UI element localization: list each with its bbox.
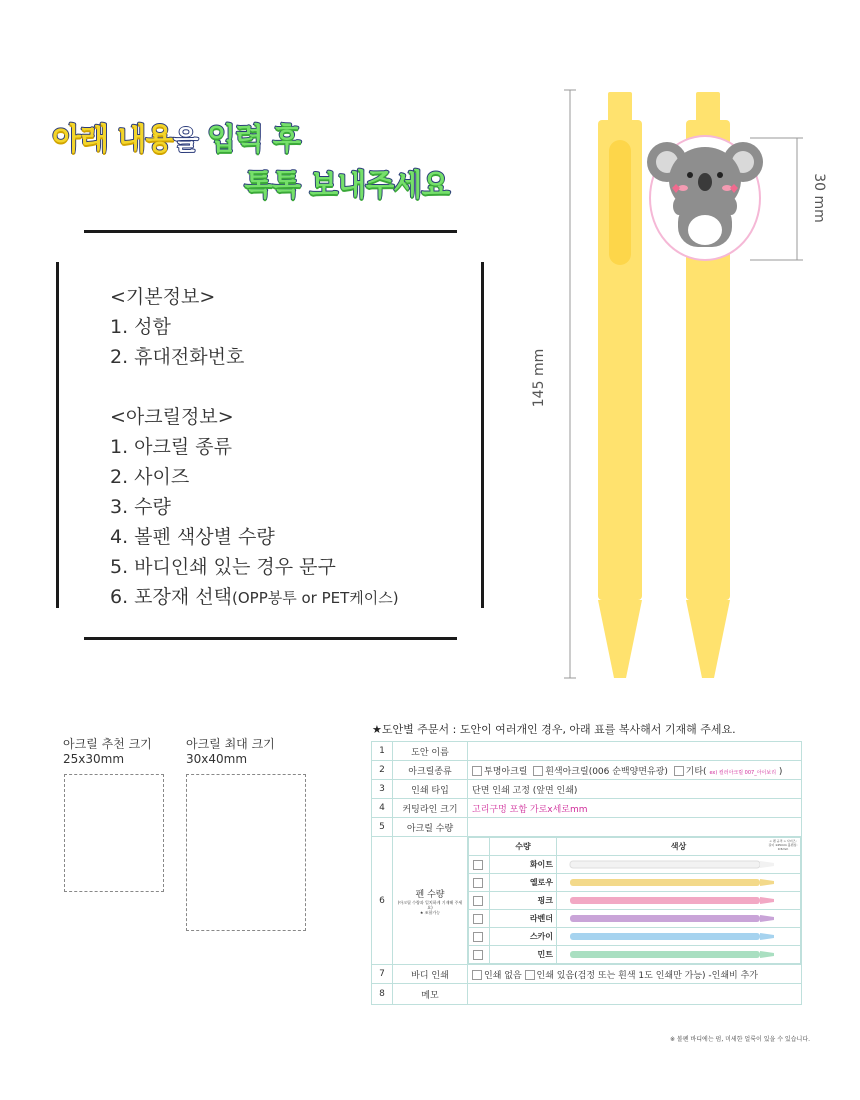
row-label: 도안 이름 — [393, 742, 468, 761]
checkbox[interactable] — [473, 860, 483, 870]
pen-spec-note: < 펜 규격 > 사이즈: 길이 145mm 볼펜심: 0.5mm — [768, 839, 798, 851]
checkbox[interactable] — [525, 970, 535, 980]
pen-color-name: 핑크 — [490, 892, 557, 910]
title-particle: 을 — [173, 126, 198, 156]
acrylic-item-6-main: 6. 포장재 선택 — [110, 586, 232, 608]
pen-swatch-white — [560, 858, 780, 870]
pen-row-lavender — [469, 910, 801, 928]
pen-color-name: 화이트 — [490, 856, 557, 874]
title-line-1 — [52, 114, 300, 158]
row-number: 3 — [372, 780, 393, 799]
form-row-6 — [372, 837, 802, 965]
acrylic-item-6 — [110, 582, 399, 613]
pen-qty-note2: ★ 조합가능 — [419, 909, 441, 915]
body-print-options — [468, 965, 802, 984]
checkbox[interactable] — [473, 878, 483, 888]
basic-info-header: <기본정보> — [110, 286, 216, 308]
pen-swatch-pink — [560, 894, 780, 906]
pen-swatch-sky — [560, 930, 780, 942]
color-header-label: 색상 — [670, 842, 687, 851]
pen-illustration — [540, 80, 840, 690]
bracket-right — [481, 262, 484, 608]
row-number: 6 — [372, 837, 393, 965]
form-row-5 — [372, 818, 802, 837]
checkbox[interactable] — [473, 932, 483, 942]
checkbox[interactable] — [473, 950, 483, 960]
recommended-size-box — [64, 774, 164, 892]
title-line-2: 톡톡 보내주세요 — [244, 168, 450, 203]
acrylic-item-2: 2. 사이즈 — [110, 466, 190, 488]
acrylic-type-options — [468, 761, 802, 780]
koala-acrylic — [647, 136, 763, 260]
basic-item-1: 1. 성함 — [110, 316, 171, 338]
option-label: 인쇄 없음 — [484, 970, 522, 981]
row-label: 아크릴 수량 — [393, 818, 468, 837]
pen-qty-note: (아크릴 수량과 일치하게 기재해 주세요) — [397, 899, 463, 910]
row-number: 8 — [372, 984, 393, 1005]
option-label: 투명아크릴 — [484, 766, 528, 777]
design-name-field[interactable] — [468, 742, 802, 761]
acrylic-item-6-sub: (OPP봉투 or PET케이스) — [231, 589, 399, 607]
row-number: 1 — [372, 742, 393, 761]
checkbox[interactable] — [473, 896, 483, 906]
pen-color-table — [468, 837, 801, 964]
order-form-title: ★도안별 주문서 : 도안이 여러개인 경우, 아래 표를 복사해서 기재해 주세요. — [372, 723, 736, 736]
checkbox[interactable] — [533, 766, 543, 776]
max-size-value: 30x40mm — [186, 752, 248, 766]
pen-qty-cell — [468, 837, 802, 965]
pen-swatch-cell — [557, 892, 801, 910]
pen-length-label: 145 mm — [531, 348, 548, 408]
acrylic-item-4: 4. 볼펜 색상별 수량 — [110, 526, 275, 548]
color-header — [557, 838, 801, 856]
pen-swatch-cell — [557, 874, 801, 892]
checkbox[interactable] — [473, 914, 483, 924]
pen-qty-label: 펜 수량 — [415, 889, 445, 900]
row-label: 메모 — [393, 984, 468, 1005]
recommended-size-label: 아크릴 추천 크기 — [63, 737, 152, 751]
basic-item-2: 2. 휴대전화번호 — [110, 346, 245, 368]
acrylic-qty-field[interactable] — [468, 818, 802, 837]
print-type-value: 단면 인쇄 고정 (앞면 인쇄) — [468, 780, 802, 799]
divider-top — [84, 230, 457, 233]
memo-field[interactable] — [468, 984, 802, 1005]
pen-swatch-cell — [557, 946, 801, 964]
pen-swatch-mint — [560, 948, 780, 960]
acrylic-item-3: 3. 수량 — [110, 496, 171, 518]
form-row-4 — [372, 799, 802, 818]
qty-header: 수량 — [490, 838, 557, 856]
pen-swatch-cell — [557, 856, 801, 874]
row-number: 5 — [372, 818, 393, 837]
form-row-8 — [372, 984, 802, 1005]
acrylic-item-1: 1. 아크릴 종류 — [110, 436, 232, 458]
divider-bottom — [84, 637, 457, 640]
row-label-pen — [393, 837, 468, 965]
pen-color-name: 민트 — [490, 946, 557, 964]
form-row-2 — [372, 761, 802, 780]
row-number: 2 — [372, 761, 393, 780]
title-highlight-yellow: 아래 내용 — [52, 122, 174, 157]
pen-row-white — [469, 856, 801, 874]
pen-color-name: 라벤더 — [490, 910, 557, 928]
pen-row-sky — [469, 928, 801, 946]
row-label: 아크릴종류 — [393, 761, 468, 780]
max-size — [186, 737, 275, 767]
pen-color-name: 스카이 — [490, 928, 557, 946]
pen-row-pink — [469, 892, 801, 910]
row-label: 인쇄 타입 — [393, 780, 468, 799]
row-number: 7 — [372, 965, 393, 984]
cutting-size-field[interactable]: 고리구멍 포함 가로x세로mm — [468, 799, 802, 818]
max-size-label: 아크릴 최대 크기 — [186, 737, 275, 751]
checkbox[interactable] — [472, 766, 482, 776]
recommended-size-value: 25x30mm — [63, 752, 125, 766]
acrylic-height-label: 30 mm — [810, 173, 827, 223]
other-example: ex) 컬러아크릴 007_아이보리 — [709, 769, 777, 776]
max-size-box — [186, 774, 306, 931]
form-row-7 — [372, 965, 802, 984]
pen-row-yellow — [469, 874, 801, 892]
pen-swatch-lavender — [560, 912, 780, 924]
checkbox[interactable] — [472, 970, 482, 980]
option-label: 인쇄 있음(검정 또는 흰색 1도 인쇄만 가능) -인쇄비 추가 — [536, 970, 758, 981]
footnote: ※ 볼펜 바디에는 펌, 미세한 얼룩이 있을 수 있습니다. — [670, 1036, 811, 1043]
form-row-1 — [372, 742, 802, 761]
row-label: 커팅라인 크기 — [393, 799, 468, 818]
pen-left — [598, 92, 642, 678]
option-close: ) — [778, 766, 783, 777]
row-label: 바디 인쇄 — [393, 965, 468, 984]
pen-swatch-yellow — [560, 876, 780, 888]
acrylic-info-header: <아크릴정보> — [110, 406, 234, 428]
pen-swatch-cell — [557, 928, 801, 946]
form-row-3 — [372, 780, 802, 799]
checkbox[interactable] — [674, 766, 684, 776]
row-number: 4 — [372, 799, 393, 818]
option-label: 기타( — [685, 766, 707, 777]
bracket-left — [56, 262, 59, 608]
info-list — [110, 282, 399, 613]
order-form-table — [371, 741, 802, 1005]
option-label: 흰색아크릴(006 순백양면유광) — [545, 766, 668, 777]
pen-swatch-cell — [557, 910, 801, 928]
title-highlight-green: 입력 후 — [206, 122, 301, 157]
acrylic-item-5: 5. 바디인쇄 있는 경우 문구 — [110, 556, 336, 578]
pen-color-name: 옐로우 — [490, 874, 557, 892]
recommended-size — [63, 737, 152, 767]
pen-row-mint — [469, 946, 801, 964]
pen-header-row — [469, 838, 801, 856]
